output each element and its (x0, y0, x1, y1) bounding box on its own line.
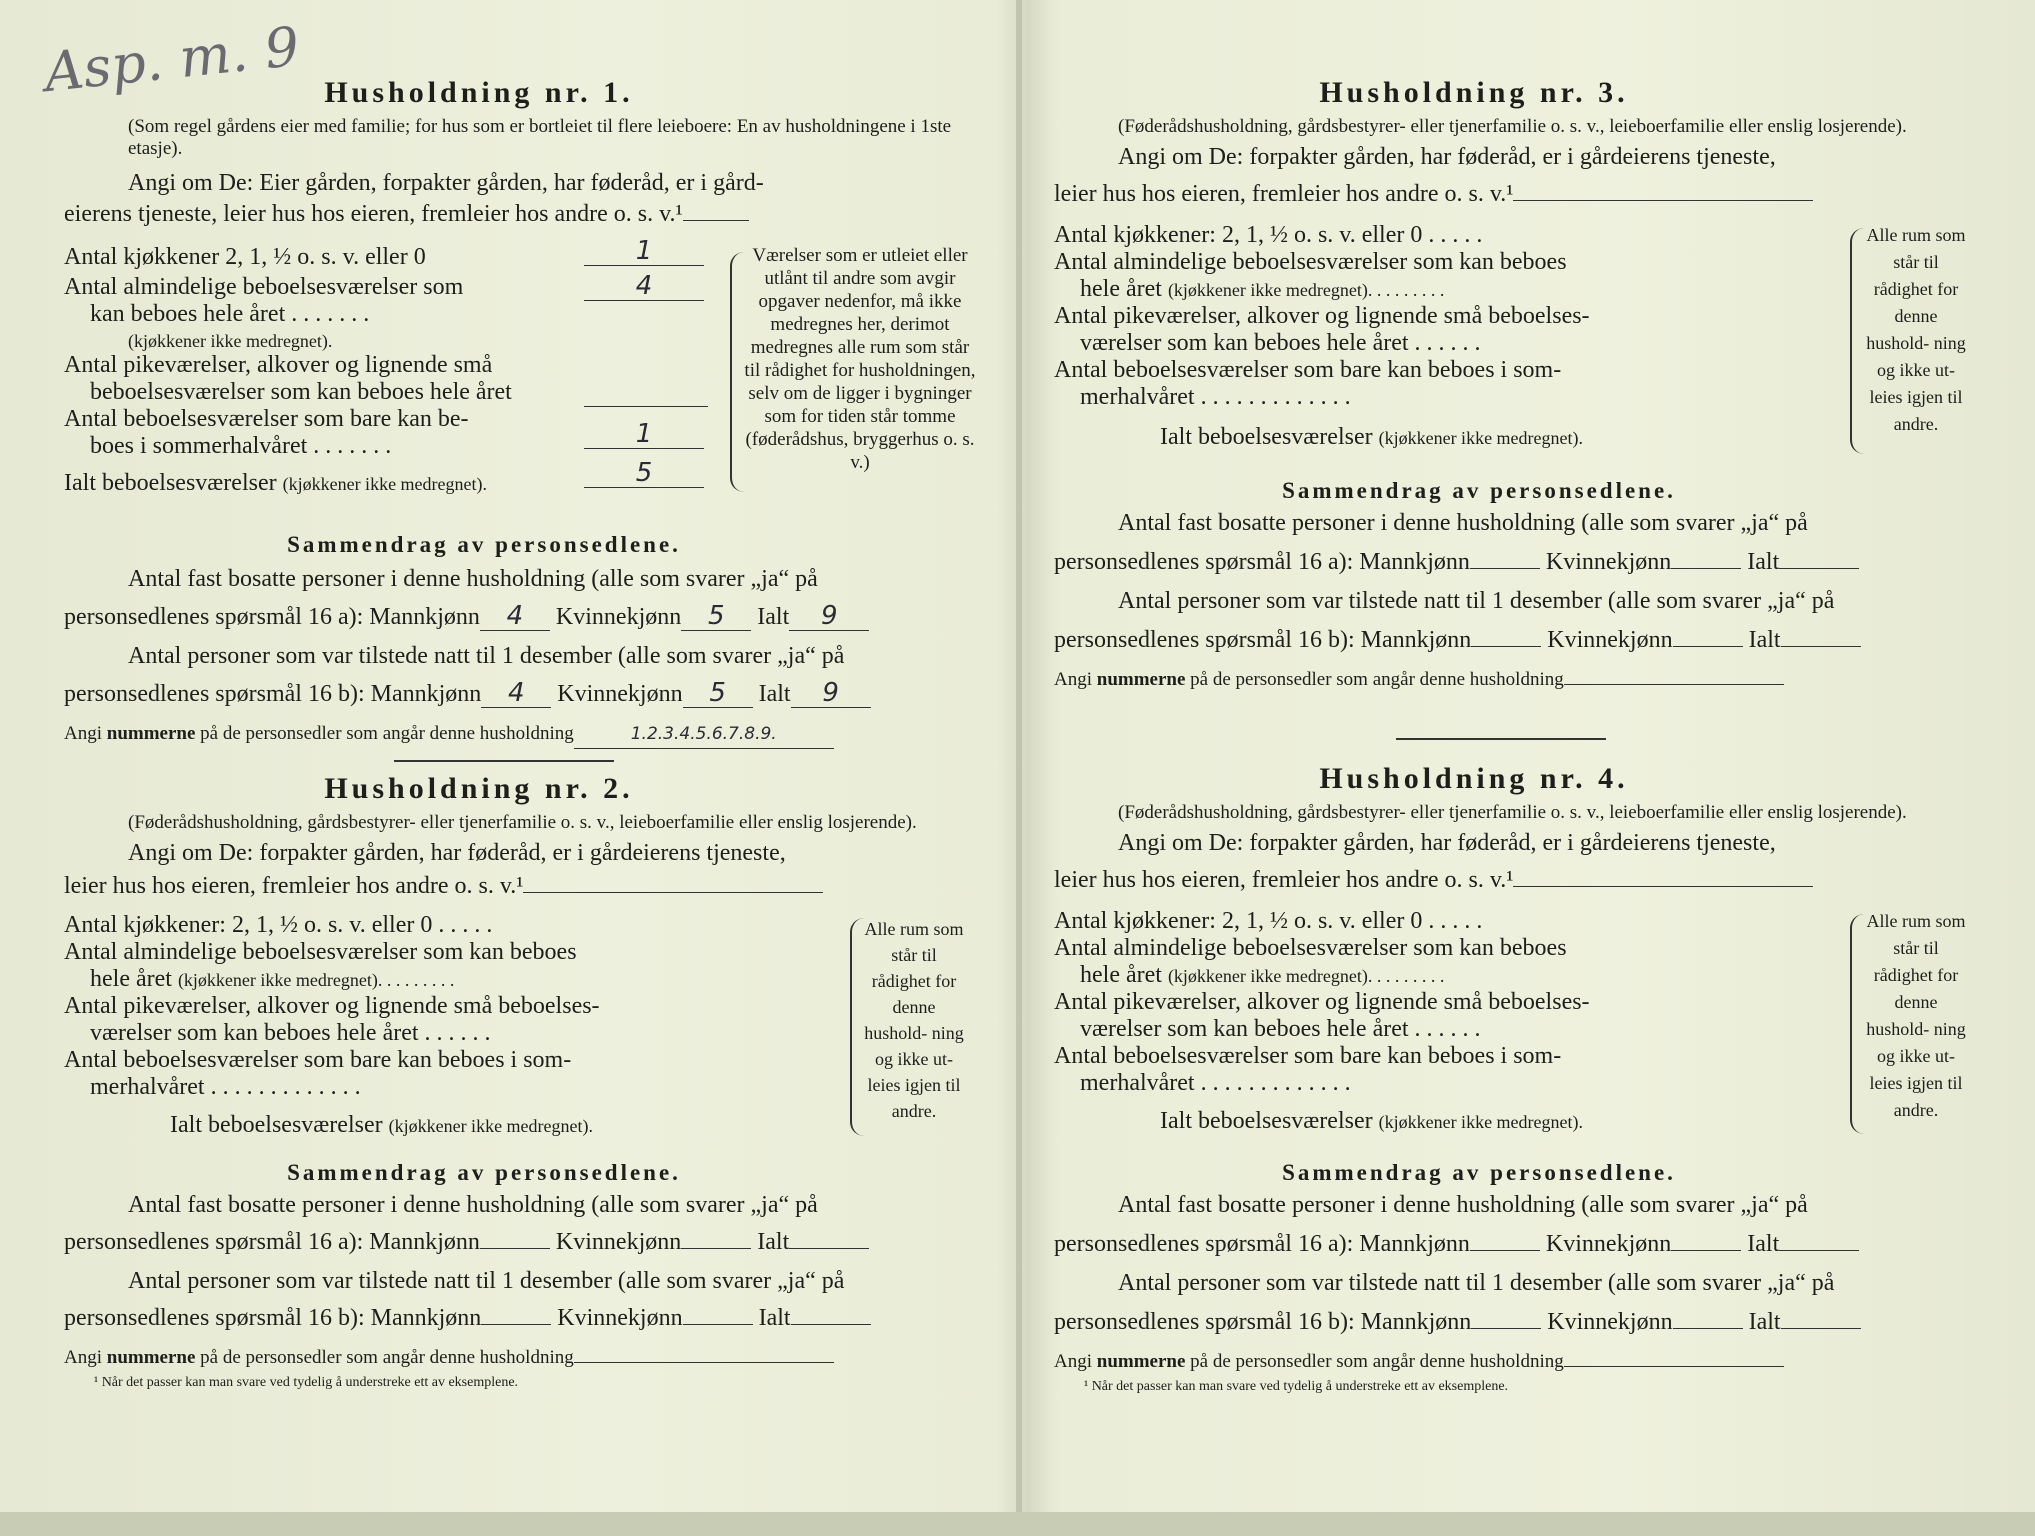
household-1-alm-value: 4 (584, 273, 704, 301)
household-3-nummer-line: Angi nummerne på de personsedler som angår denne husholdning (1054, 666, 1974, 693)
household-1-subtitle: (Som regel gårdens eier med familie; for hus som er bortleiet til flere leieboere: En av husholdningene i 1ste etasje). (128, 116, 952, 159)
household-4-tils-line2: personsedlenes spørsmål 16 b): Mannkjønn Kvinnekjønn Ialt (1054, 1309, 1974, 1336)
household-1-kjokken-row: Antal kjøkkener 2, 1, ½ o. s. v. eller 0 1 (64, 244, 426, 271)
household-3-side-note: Alle rum som står til rådighet for denne hushold- ning og ikke ut- leies igjen til andre. (1866, 225, 1966, 434)
household-1-pike-row: Antal pikeværelser, alkover og lignende små (64, 352, 493, 378)
household-2 (64, 772, 974, 1391)
household-2-pike-row: Antal pikeværelser, alkover og lignende små beboelses- (64, 993, 600, 1019)
page-edge (0, 1512, 2035, 1536)
household-4-ialt-row: Ialt beboelsesværelser (kjøkkener ikke medregnet). (1160, 1108, 1584, 1134)
household-4-angi-line1: Angi om De: forpakter gården, har føderåd, er i gårdeierens tjeneste, (1118, 830, 1776, 856)
household-1-title: Husholdning nr. 1. (324, 76, 634, 109)
household-1-fast-line2: personsedlenes spørsmål 16 a): Mannkjønn 4 Kvinnekjønn 5 Ialt 9 (64, 603, 974, 631)
household-1-ialt-value: 5 (584, 460, 704, 488)
household-4-kjokken-row: Antal kjøkkener: 2, 1, ½ o. s. v. eller 0 . . . . . (1054, 908, 1483, 934)
household-1-16a-total: 9 (789, 603, 869, 631)
household-4-side-note: Alle rum som står til rådighet for denne hushold- ning og ikke ut- leies igjen til andre. (1866, 911, 1966, 1120)
household-4-tils-line1: Antal personer som var tilstede natt til 1 desember (alle som svarer „ja“ på (1118, 1270, 1835, 1296)
household-3-sommer-row-2: merhalvåret . . . . . . . . . . . . . (1080, 384, 1351, 410)
household-1-16a-male: 4 (480, 603, 550, 631)
household-3-angi-line2: leier hus hos eieren, fremleier hos andre o. s. v.¹ (1054, 181, 1974, 208)
household-1-nummer-value: 1.2.3.4.5.6.7.8.9. (574, 721, 834, 749)
household-1-alm-row-2: kan beboes hele året . . . . . . . 4 (64, 301, 369, 328)
household-1-alm-row: Antal almindelige beboelsesværelser som (64, 274, 464, 300)
household-1-kjokken-value: 1 (584, 238, 704, 266)
household-4-summary-head: Sammendrag av personsedlene. (1282, 1160, 1676, 1185)
household-1-alm-note: (kjøkkener ikke medregnet). (128, 331, 333, 351)
household-1-sommer-row: Antal beboelsesværelser som bare kan be- (64, 406, 469, 432)
divider-left (394, 760, 614, 762)
household-2-sommer-row: Antal beboelsesværelser som bare kan beboes i som- (64, 1047, 572, 1073)
household-2-kjokken-row: Antal kjøkkener: 2, 1, ½ o. s. v. eller 0 . . . . . (64, 912, 493, 938)
household-2-tils-line2: personsedlenes spørsmål 16 b): Mannkjønn Kvinnekjønn Ialt (64, 1305, 974, 1332)
household-1-angi-line2: eierens tjeneste, leier hus hos eieren, fremleier hos andre o. s. v.¹ (64, 201, 974, 228)
household-1-16b-female: 5 (683, 680, 753, 708)
divider-right (1396, 738, 1606, 740)
household-3-subtitle: (Føderådshusholdning, gårdsbestyrer- eller tjenerfamilie o. s. v., leieboerfamilie eller enslig losjerende). (1118, 116, 1907, 137)
household-1-sommer-value: 1 (584, 421, 704, 449)
household-1-16a-female: 5 (681, 603, 751, 631)
household-1-side-note: Værelser som er utleiet eller utlånt til andre som avgir opgaver nedenfor, må ikke medregnes her, derimot medregnes alle rum som står til rådighet for husholdningen, selv om de ligger i bygninger som for tiden står tomme (føderådshus, bryggerhus o. s. v.) (744, 245, 976, 473)
household-3 (1054, 76, 1974, 693)
household-2-pike-row-2: værelser som kan beboes hele året . . . . . . (90, 1020, 491, 1046)
household-2-sommer-row-2: merhalvåret . . . . . . . . . . . . . (90, 1074, 361, 1100)
household-4-alm-row: Antal almindelige beboelsesværelser som kan beboes (1054, 935, 1567, 961)
household-3-fast-line2: personsedlenes spørsmål 16 a): Mannkjønn Kvinnekjønn Ialt (1054, 549, 1974, 576)
household-4-brace (1850, 914, 1864, 1134)
household-1-angi-line1: Angi om De: Eier gården, forpakter gården, har føderåd, er i gård- (128, 170, 764, 196)
household-3-angi-line1: Angi om De: forpakter gården, har føderåd, er i gårdeierens tjeneste, (1118, 144, 1776, 170)
household-2-angi-line2: leier hus hos eieren, fremleier hos andre o. s. v.¹ (64, 873, 974, 900)
household-2-title: Husholdning nr. 2. (324, 772, 634, 805)
household-3-fast-line1: Antal fast bosatte personer i denne husholdning (alle som svarer „ja“ på (1118, 510, 1808, 536)
household-4-fast-line2: personsedlenes spørsmål 16 a): Mannkjønn Kvinnekjønn Ialt (1054, 1231, 1974, 1258)
household-3-brace (1850, 228, 1864, 454)
household-2-summary-head: Sammendrag av personsedlene. (287, 1160, 681, 1185)
household-4-alm-row-2: hele året (kjøkkener ikke medregnet). . . . . . . . . (1080, 962, 1445, 988)
household-2-subtitle: (Føderådshusholdning, gårdsbestyrer- eller tjenerfamilie o. s. v., leieboerfamilie eller enslig losjerende). (128, 812, 917, 833)
household-3-title: Husholdning nr. 3. (1319, 76, 1629, 109)
household-1-fast-line1: Antal fast bosatte personer i denne husholdning (alle som svarer „ja“ på (128, 566, 818, 592)
household-4-sommer-row-2: merhalvåret . . . . . . . . . . . . . (1080, 1070, 1351, 1096)
household-1-16b-male: 4 (481, 680, 551, 708)
household-4-title: Husholdning nr. 4. (1319, 762, 1629, 795)
household-1-brace (730, 252, 744, 492)
household-3-tils-line2: personsedlenes spørsmål 16 b): Mannkjønn Kvinnekjønn Ialt (1054, 627, 1974, 654)
household-1-tils-line1: Antal personer som var tilstede natt til 1 desember (alle som svarer „ja“ på (128, 643, 845, 669)
household-3-pike-row-2: værelser som kan beboes hele året . . . . . . (1080, 330, 1481, 356)
footnote-left: ¹ Når det passer kan man svare ved tydelig å understreke ett av eksemplene. (94, 1375, 519, 1390)
household-3-tils-line1: Antal personer som var tilstede natt til 1 desember (alle som svarer „ja“ på (1118, 588, 1835, 614)
household-1-pike-row-2: beboelsesværelser som kan beboes hele året (64, 379, 512, 406)
household-2-side-note: Alle rum som står til rådighet for denne hushold- ning og ikke ut- leies igjen til andre. (864, 919, 964, 1121)
household-1-nummer-line: Angi nummerne på de personsedler som angår denne husholdning 1.2.3.4.5.6.7.8.9. (64, 720, 974, 749)
household-2-fast-line2: personsedlenes spørsmål 16 a): Mannkjønn Kvinnekjønn Ialt (64, 1229, 974, 1256)
household-2-angi-line1: Angi om De: forpakter gården, har føderåd, er i gårdeierens tjeneste, (128, 840, 786, 866)
household-4-pike-row: Antal pikeværelser, alkover og lignende små beboelses- (1054, 989, 1590, 1015)
household-1-tils-line2: personsedlenes spørsmål 16 b): Mannkjønn 4 Kvinnekjønn 5 Ialt 9 (64, 680, 974, 708)
household-3-alm-row-2: hele året (kjøkkener ikke medregnet). . . . . . . . . (1080, 276, 1445, 302)
household-3-sommer-row: Antal beboelsesværelser som bare kan beboes i som- (1054, 357, 1562, 383)
household-2-ialt-row: Ialt beboelsesværelser (kjøkkener ikke medregnet). (170, 1112, 594, 1138)
household-3-kjokken-row: Antal kjøkkener: 2, 1, ½ o. s. v. eller 0 . . . . . (1054, 222, 1483, 248)
household-2-alm-row: Antal almindelige beboelsesværelser som kan beboes (64, 939, 577, 965)
household-4-angi-line2: leier hus hos eieren, fremleier hos andre o. s. v.¹ (1054, 867, 1974, 894)
household-2-brace (850, 918, 864, 1136)
household-1-16b-total: 9 (791, 680, 871, 708)
household-1 (64, 76, 974, 749)
household-1-sommer-row-2: boes i sommerhalvåret . . . . . . . 1 (64, 433, 391, 460)
household-3-ialt-row: Ialt beboelsesværelser (kjøkkener ikke medregnet). (1160, 424, 1584, 450)
household-4-pike-row-2: værelser som kan beboes hele året . . . . . . (1080, 1016, 1481, 1042)
household-4-sommer-row: Antal beboelsesværelser som bare kan beboes i som- (1054, 1043, 1562, 1069)
household-1-summary-head: Sammendrag av personsedlene. (287, 532, 681, 557)
household-4-nummer-line: Angi nummerne på de personsedler som angår denne husholdning (1054, 1348, 1974, 1375)
household-3-alm-row: Antal almindelige beboelsesværelser som kan beboes (1054, 249, 1567, 275)
footnote-right: ¹ Når det passer kan man svare ved tydelig å understreke ett av eksemplene. (1084, 1379, 1509, 1394)
household-1-ialt-row: Ialt beboelsesværelser (kjøkkener ikke medregnet). 5 (64, 470, 487, 498)
household-4-subtitle: (Føderådshusholdning, gårdsbestyrer- eller tjenerfamilie o. s. v., leieboerfamilie eller enslig losjerende). (1118, 802, 1907, 823)
book-spine (1016, 0, 1022, 1512)
handwritten-margin-note: Asp. m. 9 (41, 14, 303, 105)
household-4 (1054, 762, 1974, 1395)
household-2-alm-row-2: hele året (kjøkkener ikke medregnet). . . . . . . . . (90, 966, 455, 992)
household-2-tils-line1: Antal personer som var tilstede natt til 1 desember (alle som svarer „ja“ på (128, 1268, 845, 1294)
household-4-fast-line1: Antal fast bosatte personer i denne husholdning (alle som svarer „ja“ på (1118, 1192, 1808, 1218)
household-2-fast-line1: Antal fast bosatte personer i denne husholdning (alle som svarer „ja“ på (128, 1192, 818, 1218)
household-3-summary-head: Sammendrag av personsedlene. (1282, 478, 1676, 503)
household-2-nummer-line: Angi nummerne på de personsedler som angår denne husholdning (64, 1344, 974, 1371)
household-3-pike-row: Antal pikeværelser, alkover og lignende små beboelses- (1054, 303, 1590, 329)
